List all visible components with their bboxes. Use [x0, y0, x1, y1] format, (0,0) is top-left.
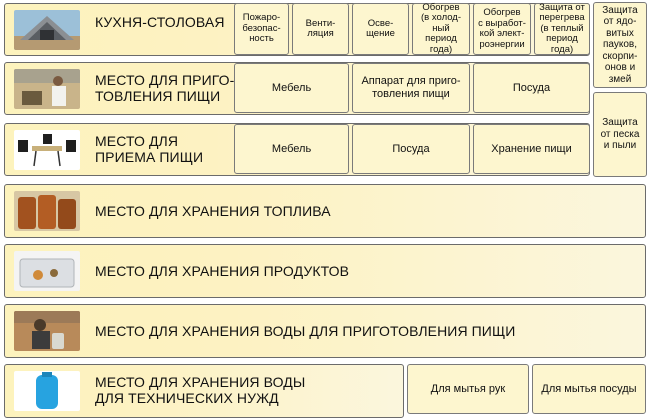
cooking-dishes: Посуда — [473, 63, 590, 113]
row-title: МЕСТО ДЛЯ ХРАНЕНИЯ ВОДЫ ДЛЯ ПРИГОТОВЛЕНИЯ ПИЩИ — [95, 323, 516, 339]
cooking-appliance: Аппарат для приго- товления пищи — [352, 63, 470, 113]
water-jug-photo — [14, 311, 80, 351]
row-food-storage — [4, 244, 646, 298]
tent-camp-photo — [14, 10, 80, 50]
note-sand-dust-protection: Защита от песка и пыли — [593, 92, 647, 177]
feature-ventilation: Венти- ляция — [292, 3, 349, 55]
row-title: МЕСТО ДЛЯ ПРИЕМА ПИЩИ — [95, 133, 204, 165]
feature-heating-power: Обогрев с выработ- кой элект- роэнергии — [473, 3, 531, 55]
row-cooking-water-storage — [4, 304, 646, 358]
note-pest-protection: Защита от ядо- витых пауков, скорпи- онов и змей — [593, 2, 647, 88]
cook-photo — [14, 69, 80, 109]
water-handwashing: Для мытья рук — [407, 364, 529, 414]
feature-overheat-protection: Защита от перегрева (в теплый период года) — [534, 3, 590, 55]
feature-lighting: Осве- щение — [352, 3, 409, 55]
row-fuel-storage — [4, 184, 646, 238]
water-tank-photo — [14, 371, 80, 411]
eating-dishes: Посуда — [352, 124, 470, 174]
feature-fire-safety: Пожаро- безопас- ность — [234, 3, 289, 55]
row-title: МЕСТО ДЛЯ ХРАНЕНИЯ ТОПЛИВА — [95, 203, 331, 219]
eating-furniture: Мебель — [234, 124, 349, 174]
feature-heating-cold: Обогрев (в холод- ный период года) — [412, 3, 470, 55]
food-storage: Хранение пищи — [473, 124, 590, 174]
cooking-furniture: Мебель — [234, 63, 349, 113]
fuel-barrels-photo — [14, 191, 80, 231]
row-title: МЕСТО ДЛЯ ХРАНЕНИЯ ВОДЫ ДЛЯ ТЕХНИЧЕСКИХ НУЖД — [95, 374, 306, 406]
water-dishwashing: Для мытья посуды — [532, 364, 646, 414]
row-title: МЕСТО ДЛЯ ХРАНЕНИЯ ПРОДУКТОВ — [95, 263, 350, 279]
folding-table-photo — [14, 130, 80, 170]
food-container-photo — [14, 251, 80, 291]
row-title: МЕСТО ДЛЯ ПРИГО- ТОВЛЕНИЯ ПИЩИ — [95, 72, 235, 104]
row-technical-water-storage — [4, 364, 404, 418]
row-title: КУХНЯ-СТОЛОВАЯ — [95, 14, 225, 30]
